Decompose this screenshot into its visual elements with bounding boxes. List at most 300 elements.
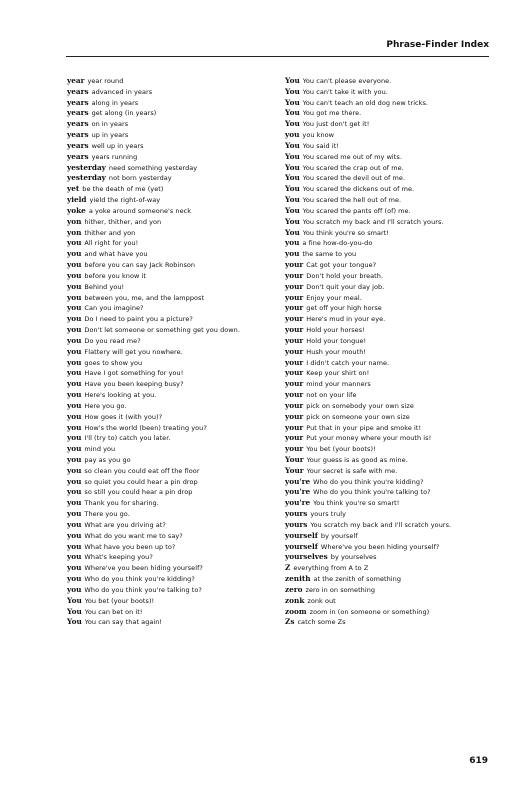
index-entry	[67, 390, 282, 401]
index-entry	[67, 87, 282, 98]
entry-phrase: Who do you think you're talking to?	[84, 585, 202, 594]
entry-headword: years	[67, 97, 89, 107]
index-entry	[285, 336, 505, 347]
entry-phrase: mind your manners	[306, 380, 371, 389]
entry-headword: years	[67, 119, 89, 129]
entry-phrase: You can't please everyone.	[302, 77, 392, 85]
index-entry	[67, 617, 282, 628]
entry-phrase: hither, thither, and yon	[84, 217, 162, 226]
index-entry	[285, 466, 505, 477]
entry-phrase: You scared the dickens out of me.	[302, 185, 415, 194]
index-entry	[67, 141, 282, 152]
entry-phrase: by yourself	[320, 531, 358, 540]
entry-phrase: so quiet you could hear a pin drop	[84, 477, 198, 486]
entry-headword: you	[67, 260, 82, 270]
entry-phrase: Who do you think you're talking to?	[313, 488, 431, 497]
index-entry	[285, 563, 505, 574]
entry-headword: you	[67, 584, 82, 594]
entry-phrase: not on your life	[306, 391, 357, 400]
index-entry	[285, 433, 505, 444]
entry-phrase: need something yesterday	[108, 163, 198, 172]
entry-headword: you	[67, 346, 82, 356]
index-entry	[285, 368, 505, 379]
index-entry	[67, 152, 282, 163]
entry-phrase: You scared me out of my wits.	[302, 152, 402, 161]
index-entry	[285, 98, 505, 109]
index-entry	[67, 238, 282, 249]
entry-phrase: goes to show you	[84, 358, 143, 367]
entry-headword: you	[67, 325, 82, 335]
entry-phrase: You bet (your boots)!	[306, 445, 376, 454]
entry-headword: yon	[67, 227, 82, 237]
header-title: Phrase-Finder Index	[386, 40, 489, 50]
index-entry	[285, 401, 505, 412]
index-entry	[67, 574, 282, 585]
entry-phrase: pick on someone your own size	[306, 412, 410, 421]
running-header	[66, 40, 489, 57]
entry-phrase: You said it!	[302, 141, 339, 150]
entry-headword: you	[67, 314, 82, 324]
entry-phrase: pick on somebody your own size	[306, 401, 414, 410]
entry-phrase: You scratch my back and I'll scratch yours.	[302, 217, 444, 226]
entry-headword: You	[285, 76, 300, 85]
index-entry	[67, 347, 282, 358]
entry-headword: your	[285, 346, 304, 356]
entry-phrase: a fine how-do-you-do	[302, 239, 373, 248]
index-entry	[67, 520, 282, 531]
index-entry	[67, 433, 282, 444]
entry-phrase: by yourselves	[330, 553, 377, 562]
index-entry	[67, 260, 282, 271]
entry-headword: You	[67, 617, 82, 627]
index-entry	[67, 98, 282, 109]
entry-phrase: You scared the devil out of me.	[302, 174, 406, 183]
entry-phrase: You scared the hell out of me.	[302, 196, 402, 205]
index-entry	[285, 76, 505, 87]
entry-phrase: pay as you go	[84, 455, 131, 464]
entry-phrase: I didn't catch your name.	[306, 358, 390, 367]
index-entry	[285, 325, 505, 336]
entry-phrase: You think you're so smart!	[302, 228, 390, 237]
entry-phrase: You scratch my back and I'll scratch yours.	[310, 520, 452, 529]
index-entry	[285, 141, 505, 152]
entry-headword: your	[285, 325, 304, 335]
entry-phrase: You can say that again!	[84, 618, 163, 627]
index-entry	[285, 206, 505, 217]
index-entry	[285, 303, 505, 314]
entry-headword: you	[67, 357, 82, 367]
entry-headword: yours	[285, 519, 308, 529]
entry-headword: you	[67, 368, 82, 378]
entry-headword: you	[67, 400, 82, 410]
index-entry	[67, 76, 282, 87]
entry-phrase: you know	[302, 131, 335, 140]
entry-phrase: on in years	[91, 120, 129, 129]
entry-headword: yourselves	[285, 552, 328, 562]
entry-headword: You	[67, 606, 82, 616]
index-entry	[285, 195, 505, 206]
entry-phrase: How's the world (been) treating you?	[84, 423, 207, 432]
entry-headword: you	[67, 541, 82, 551]
index-entry	[285, 130, 505, 141]
index-entry	[285, 173, 505, 184]
entry-phrase: Don't hold your breath.	[306, 271, 384, 280]
entry-phrase: You scared the pants off (of) me.	[302, 206, 411, 215]
entry-headword: yield	[67, 195, 87, 205]
entry-headword: You	[285, 216, 300, 226]
entry-headword: you're	[285, 476, 311, 486]
index-entry	[285, 531, 505, 542]
entry-phrase: You got me there.	[302, 109, 362, 118]
entry-headword: years	[67, 130, 89, 140]
entry-headword: your	[285, 400, 304, 410]
entry-headword: you	[285, 130, 300, 140]
entry-phrase: so clean you could eat off the floor	[84, 466, 200, 475]
entry-headword: you	[67, 519, 82, 529]
entry-headword: your	[285, 292, 304, 302]
index-entry	[67, 282, 282, 293]
entry-phrase: get off your high horse	[306, 304, 382, 313]
entry-headword: yourself	[285, 541, 318, 551]
index-entry	[67, 303, 282, 314]
entry-headword: You	[285, 195, 300, 205]
entry-headword: Zs	[285, 617, 295, 627]
index-entry	[67, 249, 282, 260]
entry-headword: yourself	[285, 530, 318, 540]
index-entry	[285, 293, 505, 304]
entry-phrase: well up in years	[91, 141, 144, 150]
entry-headword: yesterday	[67, 162, 106, 172]
entry-phrase: What's keeping you?	[84, 553, 153, 562]
index-entry	[285, 271, 505, 282]
index-entry	[285, 455, 505, 466]
entry-headword: year	[67, 76, 85, 85]
entry-headword: your	[285, 444, 304, 454]
index-entry	[67, 163, 282, 174]
entry-phrase: You scared the crap out of me.	[302, 163, 404, 172]
entry-headword: your	[285, 260, 304, 270]
index-entry	[285, 509, 505, 520]
index-entry	[67, 271, 282, 282]
entry-headword: your	[285, 335, 304, 345]
entry-headword: yesterday	[67, 173, 106, 183]
entry-phrase: not born yesterday	[108, 174, 172, 183]
entry-phrase: before you know it	[84, 271, 146, 280]
index-entry	[67, 552, 282, 563]
index-entry	[67, 325, 282, 336]
entry-phrase: along in years	[91, 98, 139, 107]
index-entry	[67, 509, 282, 520]
entry-headword: You	[285, 173, 300, 183]
entry-phrase: All right for you!	[84, 239, 139, 248]
index-entry	[67, 379, 282, 390]
entry-phrase: be the death of me (yet)	[82, 185, 164, 194]
index-entry	[67, 314, 282, 325]
entry-phrase: everything from A to Z	[293, 564, 369, 573]
index-entry	[285, 119, 505, 130]
index-entry	[285, 390, 505, 401]
entry-phrase: Where've you been hiding yourself?	[320, 542, 440, 551]
entry-headword: your	[285, 303, 304, 313]
index-entry	[67, 293, 282, 304]
entry-phrase: You just don't get it!	[302, 120, 370, 129]
entry-headword: your	[285, 314, 304, 324]
entry-headword: you	[285, 238, 300, 248]
index-entry	[67, 423, 282, 434]
entry-headword: years	[67, 151, 89, 161]
index-entry	[67, 358, 282, 369]
index-entry	[67, 607, 282, 618]
entry-phrase: I'll (try to) catch you later.	[84, 434, 171, 443]
index-entry	[285, 217, 505, 228]
index-entry	[285, 152, 505, 163]
entry-phrase: get along (in years)	[91, 109, 157, 118]
entry-phrase: There you go.	[84, 510, 130, 519]
entry-phrase: You bet (your boots)!	[84, 596, 155, 605]
entry-phrase: You can't take it with you.	[302, 87, 388, 96]
entry-phrase: Have you been keeping busy?	[84, 380, 184, 389]
entry-headword: You	[285, 119, 300, 129]
entry-phrase: What do you want me to say?	[84, 531, 183, 540]
entry-headword: zenith	[285, 574, 311, 584]
index-entry	[67, 108, 282, 119]
entry-headword: you	[67, 574, 82, 584]
entry-headword: zoom	[285, 606, 307, 616]
entry-headword: you	[285, 249, 300, 259]
entry-phrase: How goes it (with you)?	[84, 412, 163, 421]
index-entry	[285, 228, 505, 239]
entry-headword: your	[285, 411, 304, 421]
entry-headword: your	[285, 390, 304, 400]
entry-phrase: Have I got something for you!	[84, 369, 184, 378]
entry-phrase: Cat got your tongue?	[306, 261, 377, 270]
entry-headword: you	[67, 509, 82, 519]
index-entry	[67, 217, 282, 228]
entry-phrase: a yoke around someone's neck	[88, 206, 192, 215]
entry-phrase: Who do you think you're kidding?	[313, 477, 424, 486]
entry-headword: you	[67, 563, 82, 573]
index-entry	[67, 412, 282, 423]
entry-headword: you	[67, 422, 82, 432]
entry-phrase: up in years	[91, 131, 129, 140]
entry-headword: You	[285, 108, 300, 118]
entry-phrase: Do you read me?	[84, 336, 141, 345]
index-entry	[67, 563, 282, 574]
index-entry	[285, 260, 505, 271]
index-entry	[67, 206, 282, 217]
entry-headword: you	[67, 335, 82, 345]
index-entry	[285, 477, 505, 488]
entry-headword: You	[285, 205, 300, 215]
index-entry	[67, 195, 282, 206]
entry-headword: you	[67, 270, 82, 280]
entry-headword: zero	[285, 584, 303, 594]
right-column	[285, 76, 505, 628]
entry-phrase: year round	[87, 77, 124, 85]
entry-phrase: You think you're so smart!	[313, 499, 400, 508]
entry-headword: your	[285, 270, 304, 280]
entry-phrase: Hush your mouth!	[306, 347, 367, 356]
entry-headword: years	[67, 86, 89, 96]
index-entry	[285, 412, 505, 423]
entry-headword: you	[67, 465, 82, 475]
entry-headword: zonk	[285, 595, 305, 605]
index-entry	[67, 368, 282, 379]
entry-headword: Z	[285, 563, 291, 573]
entry-phrase: You can bet on it!	[84, 607, 143, 616]
index-entry	[285, 347, 505, 358]
entry-headword: you	[67, 444, 82, 454]
entry-headword: you	[67, 379, 82, 389]
entry-headword: you	[67, 487, 82, 497]
index-entry	[285, 596, 505, 607]
entry-headword: you	[67, 454, 82, 464]
entry-phrase: You can't teach an old dog new tricks.	[302, 98, 429, 107]
index-entry	[285, 314, 505, 325]
entry-phrase: between you, me, and the lamppost	[84, 293, 205, 302]
entry-headword: your	[285, 357, 304, 367]
entry-phrase: Your guess is as good as mine.	[306, 455, 408, 464]
left-column	[67, 76, 282, 628]
entry-headword: your	[285, 433, 304, 443]
entry-headword: you	[67, 249, 82, 259]
entry-phrase: Keep your shirt on!	[306, 369, 370, 378]
index-entry	[285, 617, 505, 628]
entry-headword: you	[67, 390, 82, 400]
index-entry	[285, 379, 505, 390]
index-entry	[285, 607, 505, 618]
index-entry	[67, 444, 282, 455]
entry-phrase: advanced in years	[91, 87, 153, 96]
entry-phrase: yield the right-of-way	[89, 196, 161, 205]
entry-headword: your	[285, 281, 304, 291]
index-entry	[67, 173, 282, 184]
entry-headword: Your	[285, 454, 304, 464]
entry-headword: yours	[285, 509, 308, 519]
entry-phrase: Put your money where your mouth is!	[306, 434, 432, 443]
page-number: 619	[469, 756, 488, 766]
entry-headword: yet	[67, 184, 80, 194]
entry-headword: you	[67, 281, 82, 291]
entry-headword: your	[285, 379, 304, 389]
index-entry	[285, 184, 505, 195]
entry-phrase: What are you driving at?	[84, 520, 166, 529]
entry-phrase: Flattery will get you nowhere.	[84, 347, 183, 356]
index-entry	[67, 542, 282, 553]
entry-headword: You	[285, 184, 300, 194]
entry-headword: You	[285, 86, 300, 96]
entry-phrase: zero in on something	[305, 585, 376, 594]
entry-headword: you	[67, 433, 82, 443]
entry-phrase: Do I need to paint you a picture?	[84, 315, 193, 324]
index-entry	[67, 498, 282, 509]
entry-headword: you	[67, 411, 82, 421]
entry-headword: You	[285, 151, 300, 161]
entry-headword: you	[67, 552, 82, 562]
index-entry	[285, 574, 505, 585]
entry-phrase: Don't quit your day job.	[306, 282, 385, 291]
index-entry	[285, 163, 505, 174]
index-entry	[285, 87, 505, 98]
entry-phrase: Where've you been hiding yourself?	[84, 564, 203, 573]
entry-headword: you're	[285, 498, 311, 508]
entry-phrase: mind you	[84, 445, 116, 454]
entry-headword: Your	[285, 465, 304, 475]
entry-headword: You	[67, 595, 82, 605]
entry-phrase: Thank you for sharing.	[84, 499, 159, 508]
entry-headword: your	[285, 422, 304, 432]
entry-headword: you	[67, 530, 82, 540]
entry-headword: You	[285, 140, 300, 150]
entry-headword: You	[285, 162, 300, 172]
entry-headword: You	[285, 227, 300, 237]
index-entry	[67, 477, 282, 488]
entry-phrase: Here's mud in your eye.	[306, 315, 386, 324]
index-entry	[67, 401, 282, 412]
index-entry	[67, 130, 282, 141]
index-entry	[67, 596, 282, 607]
entry-headword: you	[67, 238, 82, 248]
entry-phrase: the same to you	[302, 250, 357, 259]
entry-phrase: so still you could hear a pin drop	[84, 488, 193, 497]
entry-phrase: catch some Zs	[297, 618, 346, 627]
index-entry	[67, 228, 282, 239]
entry-headword: years	[67, 140, 89, 150]
entry-phrase: years running	[91, 152, 138, 161]
entry-phrase: and what have you	[84, 250, 148, 259]
entry-phrase: Can you imagine?	[84, 304, 144, 313]
index-entry	[285, 282, 505, 293]
index-entry	[285, 552, 505, 563]
entry-headword: you	[67, 498, 82, 508]
index-entry	[285, 444, 505, 455]
entry-phrase: Put that in your pipe and smoke it!	[306, 423, 422, 432]
entry-phrase: Hold your horses!	[306, 326, 365, 335]
entry-headword: years	[67, 108, 89, 118]
entry-phrase: Here's looking at you.	[84, 391, 157, 400]
entry-phrase: What have you been up to?	[84, 542, 176, 551]
entry-phrase: Who do you think you're kidding?	[84, 575, 195, 584]
entry-headword: yoke	[67, 205, 86, 215]
index-entry	[285, 108, 505, 119]
entry-phrase: Behind you!	[84, 282, 125, 291]
entry-headword: your	[285, 368, 304, 378]
entry-phrase: thither and yon	[84, 228, 136, 237]
entry-phrase: at the zenith of something	[313, 575, 401, 584]
index-entry	[67, 336, 282, 347]
index-entry	[285, 542, 505, 553]
index-entry	[285, 423, 505, 434]
index-entry	[285, 358, 505, 369]
entry-headword: You	[285, 97, 300, 107]
index-entry	[285, 520, 505, 531]
entry-headword: you	[67, 303, 82, 313]
entry-phrase: zoom in (on someone or something)	[309, 607, 430, 616]
index-entry	[285, 238, 505, 249]
index-entry	[67, 585, 282, 596]
index-entry	[285, 585, 505, 596]
entry-phrase: Here you go.	[84, 401, 127, 410]
entry-headword: you	[67, 476, 82, 486]
index-entry	[67, 531, 282, 542]
index-entry	[67, 487, 282, 498]
entry-phrase: Don't let someone or something get you down.	[84, 326, 240, 335]
entry-headword: yon	[67, 216, 82, 226]
entry-phrase: Your secret is safe with me.	[306, 466, 398, 475]
entry-phrase: Hold your tongue!	[306, 336, 367, 345]
index-entry	[67, 184, 282, 195]
entry-phrase: zonk out	[307, 596, 336, 605]
